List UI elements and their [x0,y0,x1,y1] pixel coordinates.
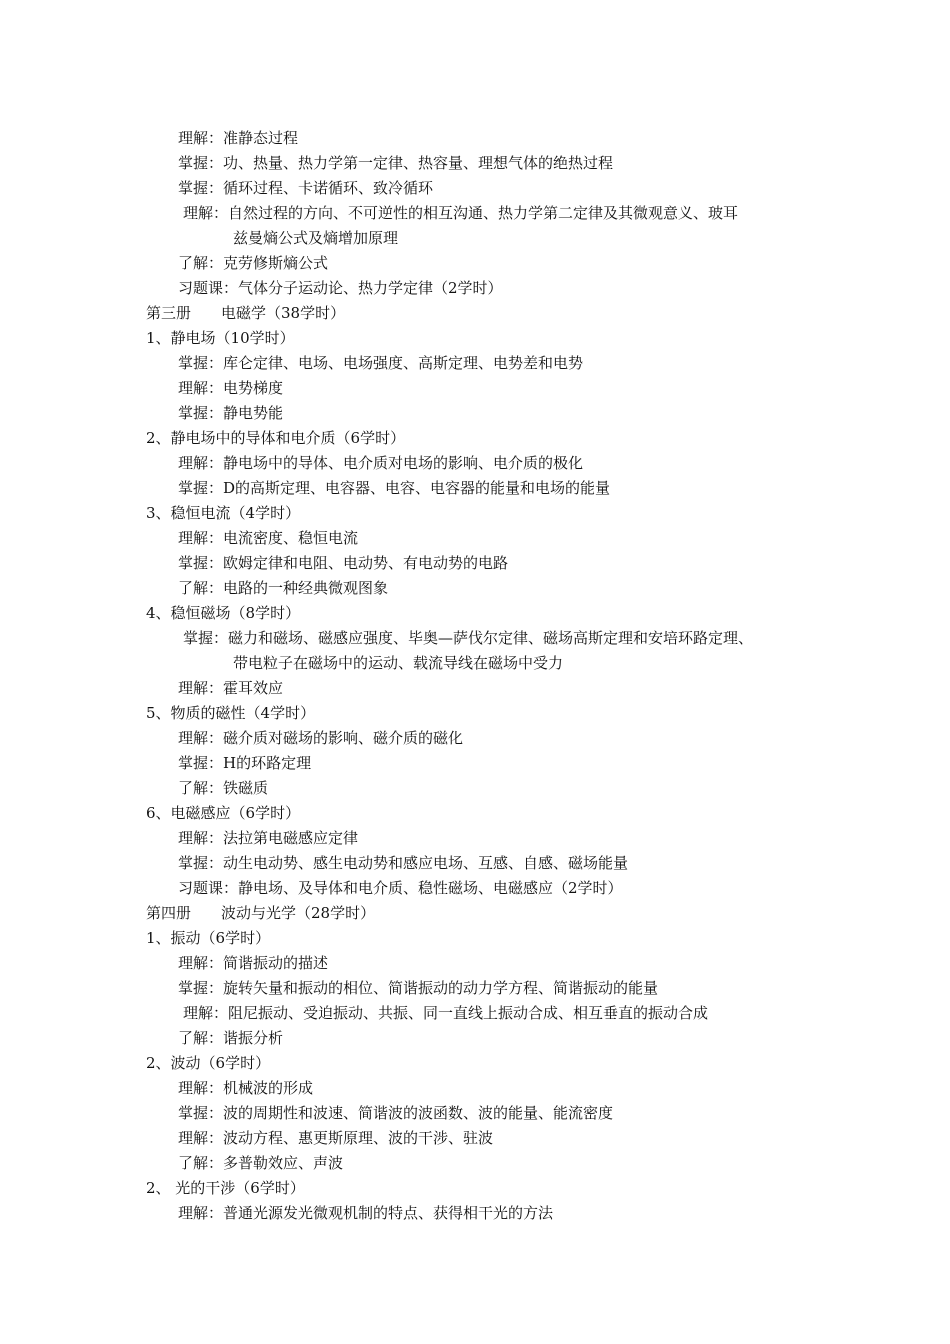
volume-number: 第四册 [146,904,192,922]
text-line: 理解：静电场中的导体、电介质对电场的影响、电介质的极化 [178,454,584,472]
volume-heading [146,903,375,923]
chapter-heading: 1、振动（6学时） [146,929,271,947]
chapter-heading: 2、波动（6学时） [146,1054,271,1072]
chapter-heading: 2、 光的干涉（6学时） [146,1179,305,1197]
text-line: 了解：铁磁质 [178,779,269,797]
text-line: 理解：电势梯度 [178,379,284,397]
text-line: 理解：机械波的形成 [178,1079,314,1097]
text-line: 理解：自然过程的方向、不可逆性的相互沟通、热力学第二定律及其微观意义、玻耳 [183,204,739,222]
volume-title: 电磁学（38学时） [221,304,346,322]
text-line-continuation: 兹曼熵公式及熵增加原理 [233,229,399,247]
text-line: 理解：准静态过程 [178,129,299,147]
text-line: 了解：多普勒效应、声波 [178,1154,344,1172]
text-line: 了解：谐振分析 [178,1029,284,1047]
text-line: 理解：波动方程、惠更斯原理、波的干涉、驻波 [178,1129,494,1147]
text-line: 掌握：D的高斯定理、电容器、电容、电容器的能量和电场的能量 [178,479,611,497]
text-line: 理解：电流密度、稳恒电流 [178,529,359,547]
text-line: 理解：简谐振动的描述 [178,954,329,972]
text-line: 掌握：旋转矢量和振动的相位、简谐振动的动力学方程、简谐振动的能量 [178,979,659,997]
text-line: 掌握：功、热量、热力学第一定律、热容量、理想气体的绝热过程 [178,154,614,172]
chapter-heading: 3、稳恒电流（4学时） [146,504,301,522]
volume-number: 第三册 [146,304,192,322]
text-line: 掌握：库仑定律、电场、电场强度、高斯定理、电势差和电势 [178,354,584,372]
text-line: 掌握：H的环路定理 [178,754,312,772]
text-line: 了解：克劳修斯熵公式 [178,254,329,272]
chapter-heading: 2、静电场中的导体和电介质（6学时） [146,429,406,447]
volume-title: 波动与光学（28学时） [221,904,376,922]
chapter-heading: 6、电磁感应（6学时） [146,804,301,822]
text-line: 掌握：动生电动势、感生电动势和感应电场、互感、自感、磁场能量 [178,854,629,872]
text-line: 习题课：气体分子运动论、热力学定律（2学时） [178,279,503,297]
text-line: 理解：法拉第电磁感应定律 [178,829,359,847]
text-line: 理解：普通光源发光微观机制的特点、获得相干光的方法 [178,1204,554,1222]
text-line: 掌握：静电势能 [178,404,284,422]
text-line: 了解：电路的一种经典微观图象 [178,579,389,597]
volume-heading [146,303,345,323]
text-line-continuation: 带电粒子在磁场中的运动、载流导线在磁场中受力 [233,654,564,672]
text-line: 掌握：磁力和磁场、磁感应强度、毕奥—萨伐尔定律、磁场高斯定理和安培环路定理、 [183,629,754,647]
text-line: 掌握：欧姆定律和电阻、电动势、有电动势的电路 [178,554,509,572]
chapter-heading: 5、物质的磁性（4学时） [146,704,316,722]
text-line: 掌握：波的周期性和波速、简谐波的波函数、波的能量、能流密度 [178,1104,614,1122]
chapter-heading: 4、稳恒磁场（8学时） [146,604,301,622]
text-line: 理解：阻尼振动、受迫振动、共振、同一直线上振动合成、相互垂直的振动合成 [183,1004,709,1022]
text-line: 掌握：循环过程、卡诺循环、致冷循环 [178,179,434,197]
chapter-heading: 1、静电场（10学时） [146,329,295,347]
text-line: 理解：霍耳效应 [178,679,284,697]
text-line: 习题课：静电场、及导体和电介质、稳性磁场、电磁感应（2学时） [178,879,623,897]
text-line: 理解：磁介质对磁场的影响、磁介质的磁化 [178,729,464,747]
